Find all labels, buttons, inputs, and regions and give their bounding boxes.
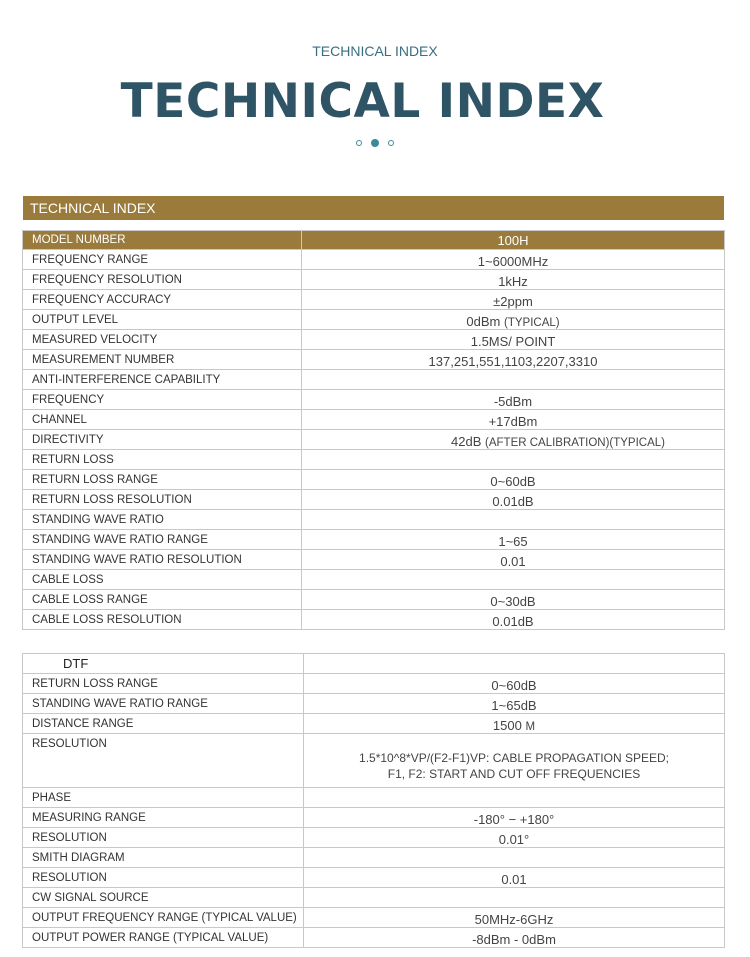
spec-table-main <box>22 230 725 630</box>
spec-value: 1~6000MHz <box>302 250 725 270</box>
spec-value-line: F1, F2: START AND CUT OFF FREQUENCIES <box>387 766 641 781</box>
spec-value <box>302 510 725 530</box>
spec-key: CW SIGNAL SOURCE <box>23 888 304 908</box>
spec-value <box>302 310 725 330</box>
spec-key: RESOLUTION <box>23 828 304 848</box>
spec-value: 100H <box>302 231 725 250</box>
spec-value: +17dBm <box>302 410 725 430</box>
spec-value <box>302 570 725 590</box>
table-section-row <box>23 654 725 674</box>
spec-value <box>302 430 725 450</box>
table-row <box>23 674 725 694</box>
spec-value: -180° − +180° <box>304 808 725 828</box>
table-row <box>23 714 725 734</box>
table-row <box>23 310 725 330</box>
table-row <box>23 270 725 290</box>
spec-key: DISTANCE RANGE <box>23 714 304 734</box>
table-row <box>23 470 725 490</box>
spec-value-line: 1.5*10^8*VP/(F2-F1)VP: CABLE PROPAGATION SPEED; <box>359 750 669 765</box>
table-row <box>23 330 725 350</box>
spec-key: SMITH DIAGRAM <box>23 848 304 868</box>
table-row <box>23 828 725 848</box>
spec-value <box>304 734 725 788</box>
spec-value: 50MHz-6GHz <box>304 908 725 928</box>
spec-key: RETURN LOSS RANGE <box>23 674 304 694</box>
table-row <box>23 350 725 370</box>
page-title: TECHNICAL INDEX <box>120 74 605 129</box>
spec-value: 1.5MS/ POINT <box>302 330 725 350</box>
spec-value: 1~65dB <box>304 694 725 714</box>
spec-key: FREQUENCY RESOLUTION <box>23 270 302 290</box>
spec-key: CABLE LOSS RESOLUTION <box>23 610 302 630</box>
spec-value <box>304 654 725 674</box>
spec-value: 0~60dB <box>304 674 725 694</box>
spec-value <box>304 788 725 808</box>
spec-value-note: (AFTER CALIBRATION)(TYPICAL) <box>485 437 665 449</box>
table-row <box>23 430 725 450</box>
spec-value: 137,251,551,1103,2207,3310 <box>302 350 725 370</box>
spec-key: MEASURING RANGE <box>23 808 304 828</box>
spec-key: MEASUREMENT NUMBER <box>23 350 302 370</box>
spec-value <box>304 714 725 734</box>
carousel-dots <box>0 140 750 147</box>
spec-key: DIRECTIVITY <box>23 430 302 450</box>
spec-value-main: 1500 <box>492 718 522 733</box>
table-row <box>23 848 725 868</box>
spec-value <box>304 848 725 868</box>
spec-key: RETURN LOSS <box>23 450 302 470</box>
spec-key: FREQUENCY RANGE <box>23 250 302 270</box>
spec-value-note: M <box>525 721 536 733</box>
spec-value: 1~65 <box>302 530 725 550</box>
spec-key: FREQUENCY ACCURACY <box>23 290 302 310</box>
spec-key: OUTPUT LEVEL <box>23 310 302 330</box>
table-row <box>23 868 725 888</box>
spec-key: STANDING WAVE RATIO <box>23 510 302 530</box>
dot-indicator <box>356 140 362 146</box>
spec-value: 0.01dB <box>302 490 725 510</box>
table-row <box>23 734 725 788</box>
spec-value: 0~30dB <box>302 590 725 610</box>
spec-value-main: 42dB <box>451 434 482 449</box>
table-row <box>23 410 725 430</box>
table-row <box>23 788 725 808</box>
table-row <box>23 694 725 714</box>
spec-key: CABLE LOSS <box>23 570 302 590</box>
table-row <box>23 290 725 310</box>
spec-key: RETURN LOSS RESOLUTION <box>23 490 302 510</box>
spec-key: PHASE <box>23 788 304 808</box>
spec-key: OUTPUT FREQUENCY RANGE (TYPICAL VALUE) <box>23 908 304 928</box>
section-label: DTF <box>23 654 304 674</box>
spec-key: STANDING WAVE RATIO RANGE <box>23 530 302 550</box>
spec-value: -5dBm <box>302 390 725 410</box>
page-subtitle: TECHNICAL INDEX <box>312 43 438 59</box>
spec-key: STANDING WAVE RATIO RESOLUTION <box>23 550 302 570</box>
spec-table-dtf <box>22 653 725 948</box>
spec-value: -8dBm - 0dBm <box>304 928 725 948</box>
spec-key: ANTI-INTERFERENCE CAPABILITY <box>23 370 302 390</box>
spec-value: 0.01 <box>304 868 725 888</box>
spec-key: MODEL NUMBER <box>23 231 302 250</box>
table-row <box>23 590 725 610</box>
spec-key: CHANNEL <box>23 410 302 430</box>
table-row <box>23 888 725 908</box>
table-row <box>23 570 725 590</box>
spec-value <box>304 888 725 908</box>
spec-key: OUTPUT POWER RANGE (TYPICAL VALUE) <box>23 928 304 948</box>
spec-value: 0.01dB <box>302 610 725 630</box>
spec-key: RESOLUTION <box>23 868 304 888</box>
table-row <box>23 610 725 630</box>
table-row <box>23 390 725 410</box>
dot-indicator <box>388 140 394 146</box>
table-row <box>23 550 725 570</box>
spec-value: ±2ppm <box>302 290 725 310</box>
table-row <box>23 510 725 530</box>
spec-value <box>302 450 725 470</box>
spec-key: CABLE LOSS RANGE <box>23 590 302 610</box>
table-row <box>23 908 725 928</box>
table-row <box>23 370 725 390</box>
table-row <box>23 808 725 828</box>
spec-value-main: 0dBm <box>466 314 501 329</box>
spec-value: 0.01 <box>302 550 725 570</box>
spec-key: RETURN LOSS RANGE <box>23 470 302 490</box>
table-row <box>23 530 725 550</box>
table-row <box>23 450 725 470</box>
spec-value: 0~60dB <box>302 470 725 490</box>
section-banner: TECHNICAL INDEX <box>23 196 724 220</box>
table-row <box>23 250 725 270</box>
dot-indicator-active <box>371 139 379 147</box>
spec-key: STANDING WAVE RATIO RANGE <box>23 694 304 714</box>
table-row <box>23 928 725 948</box>
spec-value: 1kHz <box>302 270 725 290</box>
spec-value <box>302 370 725 390</box>
spec-key: RESOLUTION <box>23 734 304 788</box>
spec-key: FREQUENCY <box>23 390 302 410</box>
spec-key: MEASURED VELOCITY <box>23 330 302 350</box>
spec-value-note: (TYPICAL) <box>504 317 560 329</box>
table-header-row <box>23 231 725 250</box>
spec-value: 0.01° <box>304 828 725 848</box>
table-row <box>23 490 725 510</box>
